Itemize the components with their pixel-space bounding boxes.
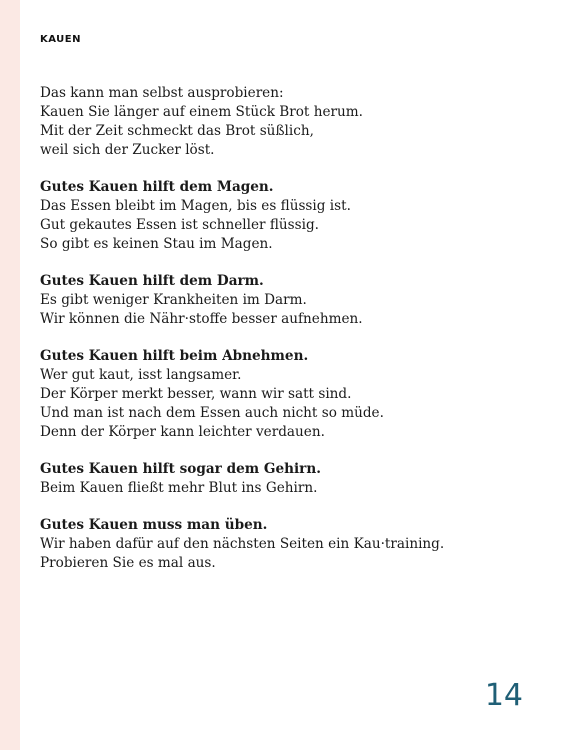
- paragraph-heading: Gutes Kauen hilft dem Darm.: [40, 273, 264, 289]
- paragraph-abnehmen: [40, 347, 540, 442]
- text-line: Es gibt weniger Krankheiten im Darm.: [40, 292, 307, 308]
- paragraph-gehirn: [40, 460, 540, 498]
- paragraph-heading: Gutes Kauen hilft beim Abnehmen.: [40, 348, 309, 364]
- text-line: Denn der Körper kann leichter verdauen.: [40, 424, 325, 440]
- text-line: Beim Kauen fließt mehr Blut ins Gehirn.: [40, 480, 318, 496]
- text-line: Gut gekautes Essen ist schneller flüssig.: [40, 217, 319, 233]
- paragraph-ueben: [40, 516, 540, 573]
- text-line: Probieren Sie es mal aus.: [40, 555, 216, 571]
- text-line: Mit der Zeit schmeckt das Brot süßlich,: [40, 123, 314, 139]
- text-line: Und man ist nach dem Essen auch nicht so müde.: [40, 405, 384, 421]
- text-line: Wer gut kaut, isst langsamer.: [40, 367, 242, 383]
- paragraph-magen: [40, 178, 540, 254]
- text-line: Das Essen bleibt im Magen, bis es flüssig ist.: [40, 198, 351, 214]
- paragraph-darm: [40, 272, 540, 329]
- text-line: Das kann man selbst ausprobieren:: [40, 85, 284, 101]
- page-number: 14: [484, 678, 523, 713]
- paragraph-heading: Gutes Kauen hilft dem Magen.: [40, 179, 274, 195]
- text-line: Wir haben dafür auf den nächsten Seiten ein Kau·training.: [40, 536, 445, 552]
- text-line: Kauen Sie länger auf einem Stück Brot herum.: [40, 104, 363, 120]
- text-line: Der Körper merkt besser, wann wir satt sind.: [40, 386, 352, 402]
- paragraph-intro: [40, 84, 540, 160]
- side-strip: [0, 0, 20, 750]
- paragraph-heading: Gutes Kauen muss man üben.: [40, 517, 268, 533]
- page-content: [40, 84, 540, 591]
- section-label: KAUEN: [40, 34, 82, 45]
- page: [20, 0, 563, 750]
- text-line: Wir können die Nähr·stoffe besser aufnehmen.: [40, 311, 363, 327]
- paragraph-heading: Gutes Kauen hilft sogar dem Gehirn.: [40, 461, 321, 477]
- text-line: So gibt es keinen Stau im Magen.: [40, 236, 273, 252]
- text-line: weil sich der Zucker löst.: [40, 142, 215, 158]
